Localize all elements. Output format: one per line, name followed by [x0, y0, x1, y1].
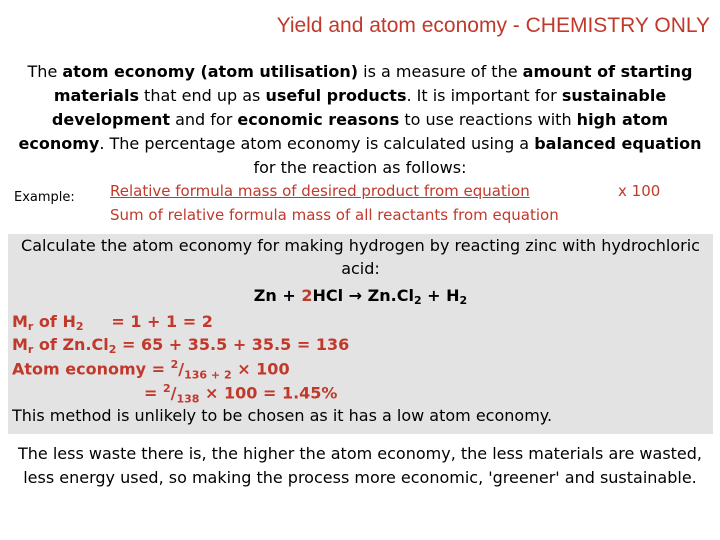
worked-example-box — [8, 234, 713, 434]
conclusion-text: The less waste there is, the higher the atom economy, the less materials are wasted, less energy used, so making the process more economic, 'greener' and sustainable. — [17, 444, 703, 487]
intro-text: The — [27, 62, 63, 81]
formula-multiplier: x 100 — [618, 182, 661, 200]
mr-zncl2-line — [12, 335, 349, 356]
mr-subscript: r — [27, 343, 34, 356]
ae-superscript: 2 — [162, 382, 171, 395]
mr-h2-line — [12, 312, 213, 333]
mr-subscript: 2 — [75, 320, 84, 333]
mr-text: of H — [33, 312, 76, 331]
equation-part: Zn + — [253, 286, 302, 305]
intro-text: . The percentage atom economy is calculated using a — [99, 134, 535, 153]
intro-bold-term: balanced equation — [534, 134, 702, 153]
example-note: This method is unlikely to be chosen as it has a low atom economy. — [12, 406, 553, 425]
intro-paragraph — [10, 60, 710, 180]
intro-text: to use reactions with — [399, 110, 577, 129]
intro-text: that end up as — [138, 86, 266, 105]
atom-economy-line-1 — [12, 358, 290, 382]
ae-text: × 100 = 1.45% — [199, 383, 338, 403]
intro-bold-term: amount of starting materials — [53, 62, 693, 105]
intro-bold-term: sustainable development — [51, 86, 667, 129]
intro-text: and for — [170, 110, 238, 129]
atom-economy-line-2 — [144, 382, 337, 406]
ae-slash: / — [170, 383, 177, 403]
mr-subscript: 2 — [108, 343, 117, 356]
mr-value: = 65 + 35.5 + 35.5 = 136 — [116, 335, 350, 354]
intro-text: . It is important for — [406, 86, 562, 105]
mr-text: M — [12, 335, 28, 354]
mr-text: of Zn.Cl — [33, 335, 109, 354]
intro-bold-term: economic reasons — [237, 110, 400, 129]
reaction-equation — [8, 286, 713, 307]
ae-superscript: 2 — [170, 358, 179, 371]
example-question-cont: acid: — [341, 259, 380, 278]
example-label: Example: — [14, 190, 75, 205]
equation-subscript: 2 — [459, 294, 468, 307]
intro-bold-term: atom economy (atom utilisation) — [62, 62, 359, 81]
ae-subscript: 138 — [176, 392, 200, 406]
mr-value: = 1 + 1 = 2 — [83, 312, 213, 331]
ae-text: = — [144, 383, 163, 403]
ae-slash: / — [178, 359, 185, 379]
mr-subscript: r — [27, 320, 34, 333]
intro-text: is a measure of the — [358, 62, 523, 81]
formula-numerator: Relative formula mass of desired product from equation — [110, 182, 530, 200]
intro-text: for the reaction as follows: — [253, 158, 467, 177]
equation-subscript: 2 — [413, 294, 422, 307]
slide-title: Yield and atom economy - CHEMISTRY ONLY — [276, 14, 710, 37]
formula-denominator: Sum of relative formula mass of all reactants from equation — [110, 206, 559, 224]
intro-bold-term: useful products — [265, 86, 407, 105]
equation-coefficient: 2 — [301, 286, 313, 305]
equation-part: HCl → Zn.Cl — [312, 286, 414, 305]
equation-part: + H — [421, 286, 460, 305]
intro-bold-term: high atom economy — [18, 110, 669, 153]
ae-subscript: 136 + 2 — [184, 368, 232, 382]
example-question: Calculate the atom economy for making hydrogen by reacting zinc with hydrochloric — [21, 236, 700, 255]
mr-text: M — [12, 312, 28, 331]
ae-text: Atom economy = — [12, 359, 171, 379]
ae-text: × 100 — [231, 359, 290, 379]
